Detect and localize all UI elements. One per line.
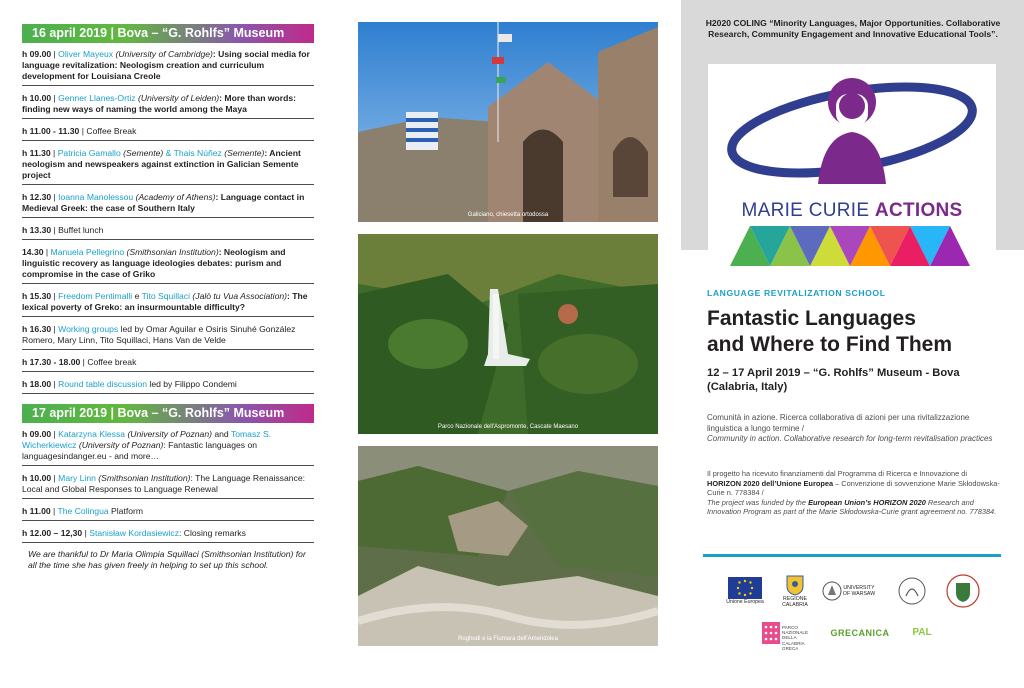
session: h 12.00 – 12,30 | Stanisław Kordasiewicz: Closing remarks — [22, 525, 314, 543]
session-text: led by Filippo Condemi — [147, 379, 237, 389]
session-time: h 11.00 - 11.30 — [22, 126, 80, 136]
session: h 09.00 | Katarzyna Klessa (University of Poznan) and Tomasz S. Wicherkiewicz (University of Poznan): Fantastic languages on languagesindanger.eu - and more… — [22, 426, 314, 466]
session-speaker: Manuela Pellegrino — [50, 247, 125, 257]
session-time: h 12.00 – 12,30 — [22, 528, 83, 538]
session: h 18.00 | Round table discussion led by Filippo Condemi — [22, 376, 314, 394]
marie-curie-actions-text — [708, 200, 996, 222]
session-affiliation: (University of Cambridge) — [115, 49, 213, 59]
calabria-logo — [778, 572, 812, 610]
session: h 10.00 | Mary Linn (Smithsonian Institution): The Language Renaissance: Local and Global Responses to Language Renewal — [22, 470, 314, 499]
project-title: H2020 COLING “Minority Languages, Major Opportunities. Collaborative Research, Community Engagement and Innovative Educational Tools”. — [705, 18, 1001, 39]
session-title: : The lexical poverty of Greko: an insurmountable difficulty? — [22, 291, 308, 312]
session: h 13.30 | Buffet lunch — [22, 222, 314, 240]
session: h 10.00 | Genner Llanes-Ortiz (University of Leiden): More than words: finding new ways of naming the world among the Maya — [22, 90, 314, 119]
greco-emblem-icon — [897, 576, 927, 606]
session-speaker: Freedom Pentimalli — [58, 291, 133, 301]
session-text: Buffet lunch — [58, 225, 104, 235]
logo-text-a: MARIE CURIE — [741, 200, 875, 221]
school-label: LANGUAGE REVITALIZATION SCHOOL — [707, 288, 886, 298]
funding-en-c: Research and Innovation Program as part of the Marie Skłodowska-Curie grant agreement no. 778384. — [707, 497, 997, 517]
session-text: : Fantastic languages on languagesindanger.eu - and more… — [22, 440, 258, 461]
session-affiliation: (Smithsonian Institution) — [98, 473, 191, 483]
event-date-location: 12 – 17 April 2019 – “G. Rohlfs” Museum - Bova (Calabria, Italy) — [707, 367, 960, 393]
photo-caption: Galiciano, chiesetta ortodossa — [467, 212, 549, 218]
programme-column — [22, 24, 314, 571]
session-time: h 10.00 — [22, 93, 52, 103]
session: 14.30 | Manuela Pellegrino (Smithsonian Institution): Neologism and linguistic recovery as language ideologies debates: purism and compromise in the case of Griko — [22, 244, 314, 284]
day2-header: 17 april 2019 | Bova – “G. Rohlfs” Museum — [22, 404, 314, 423]
session-time: h 09.00 — [22, 429, 52, 439]
funding-it-b: HORIZON 2020 dell’Unione Europea — [707, 478, 834, 488]
title-line-2: and Where to Find Them — [707, 333, 952, 356]
session-speaker-2: & Thais Núñez — [165, 148, 222, 158]
marie-curie-logo — [708, 64, 996, 279]
warsaw-label: UNIVERSITY OF WARSAW — [842, 585, 876, 597]
pal-logo — [900, 622, 944, 644]
session-speaker: Genner Llanes-Ortiz — [58, 93, 136, 103]
session-time: h 16.30 — [22, 324, 52, 334]
eu-flag-icon — [728, 577, 762, 599]
session-affiliation: (University of Leiden) — [137, 93, 220, 103]
funding-note — [707, 469, 1001, 517]
session-speaker: Stanisław Kordasiewicz — [89, 528, 180, 538]
session-affiliation: (Smithsonian Institution) — [126, 247, 219, 257]
session: h 17.30 - 18.00 | Coffee break — [22, 354, 314, 372]
bova-logo — [944, 572, 982, 610]
calabria-shield-icon — [785, 574, 805, 596]
session-speaker: The Colingua — [57, 506, 109, 516]
funding-it-a: Il progetto ha ricevuto finanziamenti dal Programma di Ricerca e Innovazione di — [707, 469, 968, 478]
session-speaker: Ioanna Manolessou — [58, 192, 134, 202]
funding-it — [707, 469, 1001, 498]
session-affiliation-2: (Semente) — [224, 148, 265, 158]
session-title: : Neologism and linguistic recovery as language ideologies debates: purism and compromise in the case of Griko — [22, 247, 286, 279]
description-en: Community in action. Collaborative research for long-term revitalisation practices — [707, 434, 993, 443]
session-text: led by Omar Aguilar e Osiris Sinuhé González Romero, Mary Linn, Tito Squillaci, Hans Van de Velde — [22, 324, 296, 345]
session-time: h 11.00 — [22, 506, 51, 516]
thanks-note: We are thankful to Dr Maria Olimpia Squillaci (Smithsonian Institution) for all the time she has given freely in helping to set up this school. — [28, 549, 306, 570]
session-speaker: Patricia Gamallo — [57, 148, 121, 158]
calabria-label: REGIONE CALABRIA — [782, 596, 808, 608]
session-time: 14.30 — [22, 247, 44, 257]
session-time: h 12.30 — [22, 192, 52, 202]
session-text: : Closing remarks — [179, 528, 246, 538]
photo-caption: Parco Nazionale dell'Aspromonte, Cascate Maesano — [437, 424, 579, 430]
aspromonte-label: PARCO NAZIONALE DELLA CALABRIA GRECA — [782, 625, 809, 651]
session-title: : More than words: finding new ways of naming the world among the Maya — [22, 93, 297, 114]
session-time: h 18.00 — [22, 379, 52, 389]
session-connector: e — [132, 291, 142, 301]
session-text: Platform — [108, 506, 144, 516]
session: h 11.00 | The Colingua Platform — [22, 503, 314, 521]
funding-en — [707, 498, 1001, 517]
aspromonte-logo — [762, 622, 816, 651]
funding-en-a: The project was funded by the — [707, 497, 809, 507]
village-image — [358, 446, 658, 646]
warsaw-crest-icon — [822, 579, 842, 603]
main-title — [707, 306, 1007, 358]
session-time: h 10.00 — [22, 473, 52, 483]
church-image — [358, 22, 658, 222]
session-time: h 13.30 — [22, 225, 52, 235]
eu-logo — [726, 574, 764, 608]
session-title: : Ancient neologism and newspeakers against extinction in Galician Semente project — [22, 148, 301, 180]
session-speaker: Oliver Mayeux — [58, 49, 114, 59]
session-title: : Using social media for language revitalization: Neologism creation and curriculum development for Louisiana Creole — [22, 49, 310, 81]
session-time: h 11.30 — [22, 148, 51, 158]
photo-village — [358, 446, 658, 646]
session-time: h 15.30 — [22, 291, 52, 301]
session: h 11.30 | Patricia Gamallo (Semente) & Thais Núñez (Semente): Ancient neologism and newspeakers against extinction in Galician Semente project — [22, 145, 314, 185]
session-affiliation: (University of Poznan) — [127, 429, 212, 439]
description — [707, 413, 997, 445]
session-speaker: Katarzyna Klessa — [58, 429, 126, 439]
session-speaker-2: Tomasz S. Wicherkiewicz — [22, 429, 272, 450]
session: h 09.00 | Oliver Mayeux (University of Cambridge): Using social media for language revitalization: Neologism creation and curriculum development for Louisiana Creole — [22, 46, 314, 86]
session-affiliation: (Semente) — [123, 148, 164, 158]
photo-church — [358, 22, 658, 222]
session-affiliation-2: (Jalò tu Vua Association) — [192, 291, 287, 301]
warsaw-logo — [820, 574, 878, 608]
grecanica-label: GRECANICA — [830, 628, 890, 638]
waterfall-image — [358, 234, 658, 434]
session-affiliation-2: (University of Poznan) — [78, 440, 164, 450]
session-text: Coffee break — [87, 357, 137, 367]
session-title: : Language contact in Medieval Greek: the case of Southern Italy — [22, 192, 305, 213]
session-text: Coffee Break — [86, 126, 137, 136]
funding-it-c: – Convenzione di sovvenzione Marie Skłodowska-Curie n. 778384 / — [707, 478, 1000, 498]
session-speaker: Mary Linn — [58, 473, 96, 483]
session-affiliation: (Academy of Athens) — [135, 192, 216, 202]
photo-waterfall — [358, 234, 658, 434]
session-connector: and — [211, 429, 231, 439]
description-it: Comunità in azione. Ricerca collaborativa di azioni per una rivitalizzazione linguistica a lungo termine / — [707, 413, 970, 433]
session-time: h 17.30 - 18.00 — [22, 357, 81, 367]
session-time: h 09.00 — [22, 49, 52, 59]
session: h 12.30 | Ioanna Manolessou (Academy of Athens): Language contact in Medieval Greek: the case of Southern Italy — [22, 189, 314, 218]
divider — [703, 554, 1001, 557]
session-speaker-2: Tito Squillaci — [141, 291, 191, 301]
session-text: : The Language Renaissance: Local and Global Responses to Language Renewal — [22, 473, 305, 494]
bova-emblem-icon — [945, 573, 981, 609]
session-speaker: Round table discussion — [58, 379, 148, 389]
session-speaker: Working groups — [58, 324, 119, 334]
photo-caption: Roghudi e la Fiumara dell'Amendolea — [458, 636, 558, 642]
grecanica-logo — [830, 622, 890, 644]
logo-text-b: ACTIONS — [874, 200, 963, 221]
marie-curie-emblem — [708, 64, 996, 279]
funding-en-b: European Union’s HORIZON 2020 — [808, 497, 926, 507]
session: h 15.30 | Freedom Pentimalli e Tito Squillaci (Jalò tu Vua Association): The lexical poverty of Greko: an insurmountable difficulty? — [22, 288, 314, 317]
title-line-1: Fantastic Languages — [707, 307, 916, 330]
session: h 11.00 - 11.30 | Coffee Break — [22, 123, 314, 141]
greco-logo — [896, 574, 928, 608]
eu-label: Unione Europea — [726, 599, 764, 605]
session: h 16.30 | Working groups led by Omar Aguilar e Osiris Sinuhé González Romero, Mary Linn, Tito Squillaci, Hans Van de Velde — [22, 321, 314, 350]
pal-label: PAL — [912, 627, 932, 638]
day1-header: 16 april 2019 | Bova – “G. Rohlfs” Museum — [22, 24, 314, 43]
